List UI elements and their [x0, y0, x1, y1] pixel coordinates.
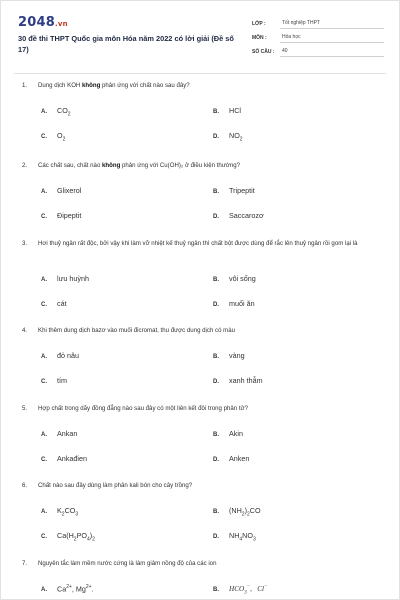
answer-option-d[interactable]	[213, 376, 263, 385]
option-text: Glixerol	[57, 186, 82, 195]
option-text: Ankađien	[57, 454, 87, 463]
question-text: Hợp chất trong dãy đồng đẳng nào sau đây có một liên kết đôi trong phân tử?	[38, 405, 248, 412]
option-text: tím	[57, 376, 67, 385]
option-text: Tripeptit	[229, 186, 255, 195]
option-text: xanh thẫm	[229, 376, 263, 385]
question-number: 2.	[22, 162, 28, 169]
option-letter: A.	[41, 189, 47, 195]
logo-domain: .vn	[54, 20, 68, 28]
meta-label: SỐ CÂU :	[252, 49, 275, 55]
option-letter: B.	[213, 509, 219, 515]
answer-option-a[interactable]	[41, 429, 77, 438]
option-text: vàng	[229, 351, 245, 360]
meta-row-count	[252, 43, 384, 57]
option-letter: C.	[41, 214, 47, 220]
option-text: $K_2CO_3$	[57, 506, 79, 518]
option-text: $(NH_2)_2CO$	[229, 506, 261, 518]
header-divider	[14, 73, 386, 74]
option-letter: D.	[213, 534, 219, 540]
option-letter: C.	[41, 302, 47, 308]
option-letter: A.	[41, 354, 47, 360]
question-number: 3.	[22, 240, 28, 247]
question-text: Dung dịch KOH không phản ứng với chất nào sau đây?	[38, 82, 190, 89]
option-letter: A.	[41, 587, 47, 594]
question-stem	[22, 481, 378, 491]
answer-option-c[interactable]	[41, 299, 67, 308]
answer-option-c[interactable]	[41, 376, 67, 385]
option-letter: B.	[213, 432, 219, 438]
question-stem	[22, 161, 378, 171]
option-text: $NO_2$	[229, 131, 243, 143]
emphasis-text: không	[82, 82, 101, 89]
option-letter: A.	[41, 509, 47, 515]
option-text: Đipeptit	[57, 211, 82, 220]
question-text: Các chất sau, chất nào không phản ứng với Cu(OH)₂ ở điều kiện thường?	[38, 162, 241, 169]
answer-option-c[interactable]	[41, 454, 87, 463]
option-text: lưu huỳnh	[57, 274, 89, 283]
option-text: Anken	[229, 454, 250, 463]
answer-option-d[interactable]	[213, 454, 249, 463]
question-stem	[22, 239, 378, 249]
option-letter: B.	[213, 587, 219, 593]
option-text: $CO_2$	[57, 106, 71, 118]
option-letter: A.	[41, 432, 47, 438]
meta-label: MÔN :	[252, 35, 267, 41]
question-stem	[22, 326, 378, 336]
option-text: $Ca(H_2PO_4)_2$	[57, 531, 95, 543]
question-number: 4.	[22, 327, 28, 334]
answer-option-a[interactable]	[41, 274, 89, 283]
answer-option-b[interactable]	[213, 584, 267, 595]
option-letter: A.	[41, 109, 47, 115]
question-text: Khi thêm dung dịch bazơ vào muối đicromat, thu được dung dịch có màu	[38, 327, 236, 334]
meta-label: LỚP :	[252, 21, 266, 27]
answer-option-d[interactable]	[213, 211, 264, 220]
option-letter: B.	[213, 354, 219, 360]
meta-row-subject	[252, 29, 384, 43]
answer-option-a[interactable]	[41, 506, 78, 517]
logo-main: 2048	[18, 15, 55, 30]
option-letter: D.	[213, 379, 219, 385]
option-letter: B.	[213, 109, 219, 115]
question-number: 1.	[22, 82, 28, 89]
meta-value: Hóa học	[280, 34, 384, 43]
answer-option-b[interactable]	[213, 106, 241, 115]
question-number: 6.	[22, 482, 28, 489]
emphasis-text: không	[102, 162, 121, 169]
option-letter: D.	[213, 134, 219, 140]
document-header	[1, 1, 399, 67]
answer-option-b[interactable]	[213, 429, 243, 438]
question-number: 5.	[22, 405, 28, 412]
option-text: $O_2$	[57, 131, 66, 143]
option-text: $NH_4NO_3$	[229, 531, 256, 543]
answer-option-c[interactable]	[41, 211, 81, 220]
option-text: muối ăn	[229, 299, 255, 308]
exam-meta	[252, 15, 384, 57]
answer-option-d[interactable]	[213, 531, 256, 542]
option-letter: D.	[213, 457, 219, 463]
option-letter: C.	[41, 134, 47, 140]
answer-option-d[interactable]	[213, 299, 255, 308]
answer-option-a[interactable]	[41, 584, 94, 593]
question-text: Chất nào sau đây dùng làm phân kali bón cho cây trồng?	[38, 482, 193, 489]
option-letter: B.	[213, 277, 219, 283]
answer-option-b[interactable]	[213, 506, 261, 517]
answer-option-d[interactable]	[213, 131, 243, 142]
option-letter: B.	[213, 189, 219, 195]
option-text: $HCO_3^-$, Cl−	[229, 584, 268, 596]
answer-option-b[interactable]	[213, 186, 255, 195]
option-text: đỏ nâu	[57, 351, 79, 360]
answer-option-b[interactable]	[213, 351, 245, 360]
option-letter: A.	[41, 277, 47, 283]
option-text: Ankan	[57, 429, 78, 438]
question-stem	[22, 81, 378, 91]
answer-option-b[interactable]	[213, 274, 256, 283]
question-stem	[22, 559, 378, 569]
question-stem	[22, 404, 378, 414]
answer-option-a[interactable]	[41, 186, 81, 195]
answer-option-c[interactable]	[41, 131, 65, 142]
answer-option-a[interactable]	[41, 106, 71, 117]
answer-option-a[interactable]	[41, 351, 79, 360]
option-letter: C.	[41, 457, 47, 463]
option-text: Akin	[229, 429, 243, 438]
option-letter: C.	[41, 534, 47, 540]
option-text: cát	[57, 299, 67, 308]
answer-option-c[interactable]	[41, 531, 95, 542]
site-logo[interactable]	[18, 15, 68, 30]
option-letter: C.	[41, 379, 47, 385]
option-letter: D.	[213, 302, 219, 308]
meta-value: Tốt nghiệp THPT	[280, 20, 384, 29]
option-letter: D.	[213, 214, 219, 220]
question-text: Nguyên tắc làm mềm nước cứng là làm giảm nồng độ của các ion	[38, 560, 217, 567]
option-text: vôi sống	[229, 274, 256, 283]
option-text: $Ca^{2+}$, $Mg^{2+}$.	[57, 584, 94, 594]
document-title: 30 đề thi THPT Quốc gia môn Hóa năm 2022 có lời giải (Đề số 17)	[18, 34, 234, 54]
question-number: 7.	[22, 560, 28, 567]
question-text: Hơi thuỷ ngân rất độc, bởi vậy khi làm vỡ nhiệt kế thuỷ ngân thì chất bột được dùng để rắc lên thuỷ ngân rồi gom lại là	[38, 240, 358, 247]
option-text: HCl	[229, 106, 241, 115]
meta-row-class	[252, 15, 384, 29]
option-text: Saccarozơ	[229, 211, 264, 220]
meta-value: 40	[280, 48, 384, 57]
